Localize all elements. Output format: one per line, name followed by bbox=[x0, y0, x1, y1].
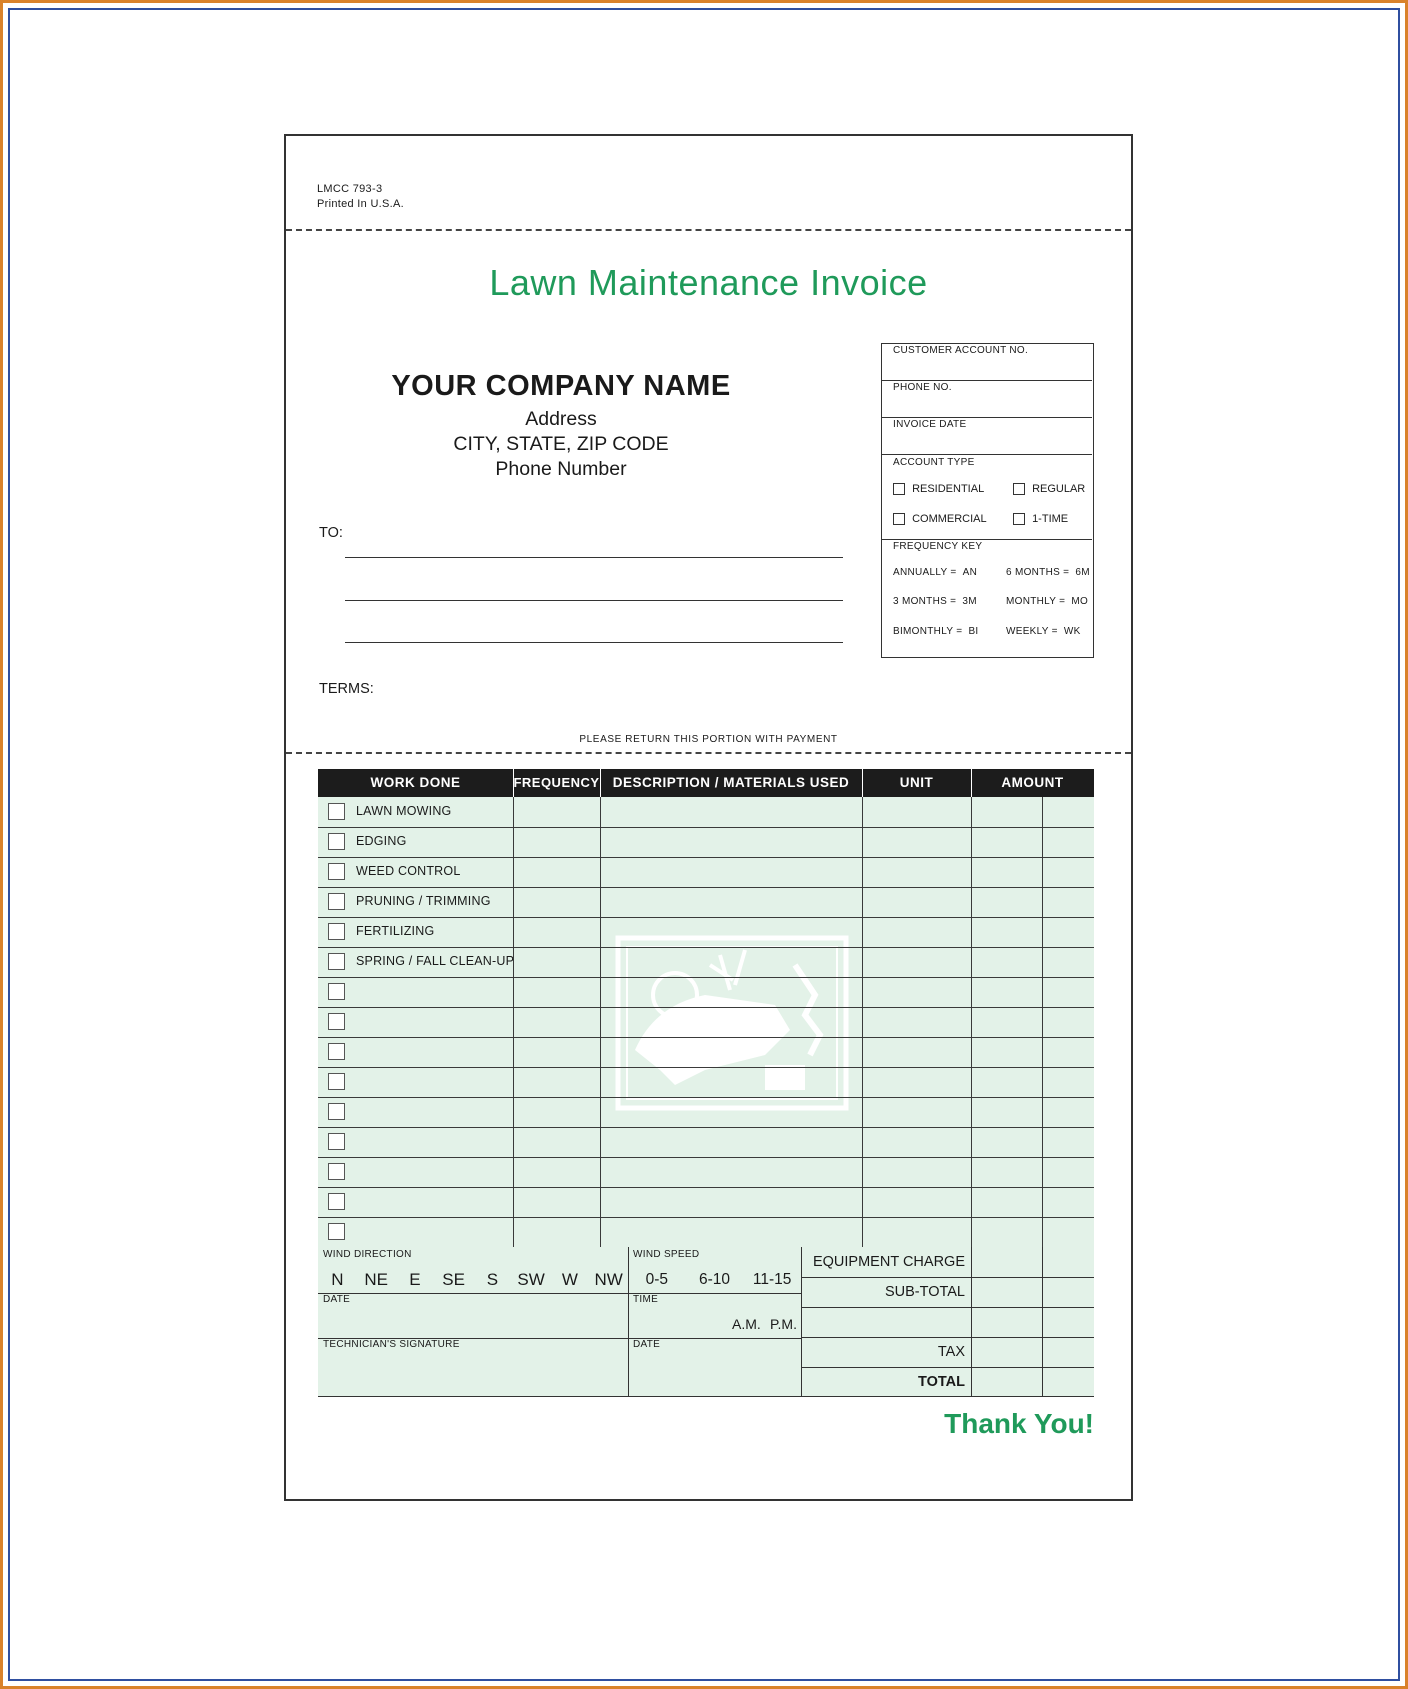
wind-direction-option[interactable]: E bbox=[409, 1270, 421, 1289]
row-checkbox[interactable] bbox=[328, 1193, 345, 1210]
table-row[interactable] bbox=[318, 1157, 1094, 1187]
terms-label: TERMS: bbox=[319, 681, 374, 697]
table-row[interactable] bbox=[318, 1127, 1094, 1157]
freq-label: ANNUALLY = bbox=[893, 567, 957, 578]
row-checkbox[interactable] bbox=[328, 1133, 345, 1150]
frequency-key-label: FREQUENCY KEY bbox=[893, 541, 983, 552]
invoice-date-label: INVOICE DATE bbox=[893, 419, 967, 430]
freq-code: WK bbox=[1063, 626, 1081, 637]
table-row[interactable] bbox=[318, 1067, 1094, 1097]
divider bbox=[1042, 1247, 1043, 1397]
row-checkbox[interactable] bbox=[328, 953, 345, 970]
company-city: CITY, STATE, ZIP CODE bbox=[453, 433, 669, 455]
account-no-label: CUSTOMER ACCOUNT NO. bbox=[893, 345, 1029, 356]
table-row[interactable] bbox=[318, 1007, 1094, 1037]
row-checkbox[interactable] bbox=[328, 1073, 345, 1090]
row-label: EDGING bbox=[356, 834, 407, 848]
to-line-3[interactable] bbox=[345, 642, 843, 643]
to-line-1[interactable] bbox=[345, 557, 843, 558]
signature-label: TECHNICIAN'S SIGNATURE bbox=[323, 1339, 460, 1350]
column-divider bbox=[862, 797, 863, 1247]
table-row[interactable] bbox=[318, 1217, 1094, 1247]
residential-option[interactable] bbox=[893, 483, 984, 495]
table-row[interactable] bbox=[318, 887, 1094, 917]
subtotal-label: SUB-TOTAL bbox=[884, 1284, 965, 1300]
freq-label: MONTHLY = bbox=[1006, 596, 1066, 607]
freq-label: BIMONTHLY = bbox=[893, 626, 963, 637]
to-line-2[interactable] bbox=[345, 600, 843, 601]
total-label: TOTAL bbox=[918, 1374, 965, 1390]
divider bbox=[882, 380, 1092, 381]
return-note: PLEASE RETURN THIS PORTION WITH PAYMENT bbox=[579, 734, 838, 745]
row-checkbox[interactable] bbox=[328, 833, 345, 850]
freq-6-months bbox=[1006, 567, 1090, 578]
table-row[interactable] bbox=[318, 857, 1094, 887]
commercial-option[interactable] bbox=[893, 513, 987, 525]
invoice-title: Lawn Maintenance Invoice bbox=[489, 262, 928, 303]
equipment-charge-label: EQUIPMENT CHARGE bbox=[812, 1254, 965, 1270]
regular-option[interactable] bbox=[1013, 483, 1085, 495]
divider bbox=[801, 1277, 1094, 1278]
freq-weekly bbox=[1006, 626, 1081, 637]
table-body bbox=[318, 797, 1094, 1247]
table-row[interactable] bbox=[318, 977, 1094, 1007]
row-checkbox[interactable] bbox=[328, 923, 345, 940]
wind-direction-option[interactable]: SE bbox=[442, 1270, 465, 1289]
row-checkbox[interactable] bbox=[328, 1163, 345, 1180]
column-divider bbox=[971, 797, 972, 1247]
wind-direction-option[interactable]: SW bbox=[517, 1270, 545, 1289]
header-description: DESCRIPTION / MATERIALS USED bbox=[612, 775, 850, 790]
company-block bbox=[341, 370, 781, 481]
column-divider bbox=[1042, 797, 1043, 1247]
account-info-box bbox=[881, 343, 1094, 658]
table-row[interactable] bbox=[318, 827, 1094, 857]
freq-code: AN bbox=[962, 567, 978, 578]
perforation-middle bbox=[286, 752, 1131, 754]
invoice-sheet bbox=[284, 134, 1133, 1501]
regular-label: REGULAR bbox=[1032, 483, 1086, 495]
pm-option[interactable]: P.M. bbox=[770, 1316, 797, 1332]
divider bbox=[882, 454, 1092, 455]
regular-checkbox[interactable] bbox=[1013, 483, 1025, 495]
wind-speed-label: WIND SPEED bbox=[633, 1249, 700, 1260]
wind-direction-option[interactable]: NW bbox=[594, 1270, 623, 1289]
freq-monthly bbox=[1006, 596, 1088, 607]
row-checkbox[interactable] bbox=[328, 983, 345, 1000]
divider bbox=[971, 1247, 972, 1397]
freq-annually bbox=[893, 567, 977, 578]
date-label-2: DATE bbox=[633, 1339, 661, 1350]
form-code-text: LMCC 793-3 bbox=[317, 183, 383, 195]
table-row[interactable] bbox=[318, 1097, 1094, 1127]
company-address: Address bbox=[525, 408, 597, 430]
header-work-done: WORK DONE bbox=[370, 775, 461, 790]
tax-label: TAX bbox=[937, 1344, 965, 1360]
freq-code: 6M bbox=[1075, 567, 1090, 578]
divider bbox=[801, 1337, 1094, 1338]
wind-direction-option[interactable]: S bbox=[486, 1270, 499, 1289]
header-unit: UNIT bbox=[899, 775, 934, 790]
row-label: FERTILIZING bbox=[356, 924, 435, 938]
row-label: LAWN MOWING bbox=[356, 804, 452, 818]
company-name: YOUR COMPANY NAME bbox=[391, 370, 731, 402]
header-divider bbox=[971, 769, 972, 797]
column-divider bbox=[513, 797, 514, 1247]
bottom-section bbox=[318, 1247, 1094, 1397]
wind-direction-label: WIND DIRECTION bbox=[323, 1249, 412, 1260]
table-row[interactable] bbox=[318, 1187, 1094, 1217]
row-checkbox[interactable] bbox=[328, 1223, 345, 1240]
am-option[interactable]: A.M. bbox=[732, 1316, 761, 1332]
freq-bimonthly bbox=[893, 626, 979, 637]
freq-code: 3M bbox=[962, 596, 977, 607]
row-checkbox[interactable] bbox=[328, 803, 345, 820]
residential-checkbox[interactable] bbox=[893, 483, 905, 495]
phone-no-label: PHONE NO. bbox=[893, 382, 952, 393]
divider bbox=[628, 1247, 629, 1397]
row-checkbox[interactable] bbox=[328, 1103, 345, 1120]
company-phone: Phone Number bbox=[495, 458, 627, 480]
one-time-label: 1-TIME bbox=[1032, 513, 1069, 525]
divider bbox=[882, 417, 1092, 418]
row-label: WEED CONTROL bbox=[356, 864, 461, 878]
date-label: DATE bbox=[323, 1294, 351, 1305]
freq-label: WEEKLY = bbox=[1006, 626, 1058, 637]
one-time-checkbox[interactable] bbox=[1013, 513, 1025, 525]
table-row[interactable] bbox=[318, 947, 1094, 977]
printed-text: Printed In U.S.A. bbox=[317, 198, 405, 210]
thank-you: Thank You! bbox=[944, 1408, 1094, 1439]
table-row[interactable] bbox=[318, 917, 1094, 947]
column-divider bbox=[600, 797, 601, 1247]
row-checkbox[interactable] bbox=[328, 893, 345, 910]
wind-direction-option[interactable]: N bbox=[331, 1270, 344, 1289]
row-label: PRUNING / TRIMMING bbox=[356, 894, 491, 908]
residential-label: RESIDENTIAL bbox=[912, 483, 985, 495]
table-row[interactable] bbox=[318, 797, 1094, 827]
table-row[interactable] bbox=[318, 1037, 1094, 1067]
header-amount: AMOUNT bbox=[1001, 775, 1064, 790]
wind-direction-option[interactable]: W bbox=[561, 1270, 578, 1289]
wind-speed-options bbox=[628, 1271, 801, 1293]
time-label: TIME bbox=[633, 1294, 659, 1305]
one-time-option[interactable] bbox=[1013, 513, 1068, 525]
account-type-label: ACCOUNT TYPE bbox=[893, 457, 975, 468]
commercial-label: COMMERCIAL bbox=[912, 513, 987, 525]
header-divider bbox=[600, 769, 601, 797]
wind-speed-option[interactable]: 0-5 bbox=[645, 1271, 669, 1288]
perforation-top bbox=[286, 229, 1131, 231]
divider bbox=[318, 1396, 1094, 1397]
commercial-checkbox[interactable] bbox=[893, 513, 905, 525]
divider bbox=[882, 539, 1092, 540]
row-checkbox[interactable] bbox=[328, 863, 345, 880]
divider bbox=[801, 1367, 1094, 1368]
form-code bbox=[317, 182, 404, 212]
divider bbox=[318, 1293, 801, 1294]
divider bbox=[801, 1307, 1094, 1308]
freq-label: 6 MONTHS = bbox=[1006, 567, 1070, 578]
header-divider bbox=[862, 769, 863, 797]
row-label: SPRING / FALL CLEAN-UP bbox=[356, 954, 515, 968]
freq-3-months bbox=[893, 596, 977, 607]
freq-code: BI bbox=[968, 626, 979, 637]
freq-code: MO bbox=[1071, 596, 1089, 607]
header-divider bbox=[513, 769, 514, 797]
to-label: TO: bbox=[319, 525, 343, 541]
table-header bbox=[318, 769, 1094, 797]
row-checkbox[interactable] bbox=[328, 1013, 345, 1030]
row-checkbox[interactable] bbox=[328, 1043, 345, 1060]
wind-direction-option[interactable]: NE bbox=[364, 1270, 388, 1289]
wind-direction-options bbox=[318, 1270, 628, 1292]
freq-label: 3 MONTHS = bbox=[893, 596, 957, 607]
wind-speed-option[interactable]: 11-15 bbox=[752, 1271, 792, 1288]
wind-speed-option[interactable]: 6-10 bbox=[698, 1271, 730, 1288]
header-frequency: FREQUENCY bbox=[513, 775, 600, 790]
